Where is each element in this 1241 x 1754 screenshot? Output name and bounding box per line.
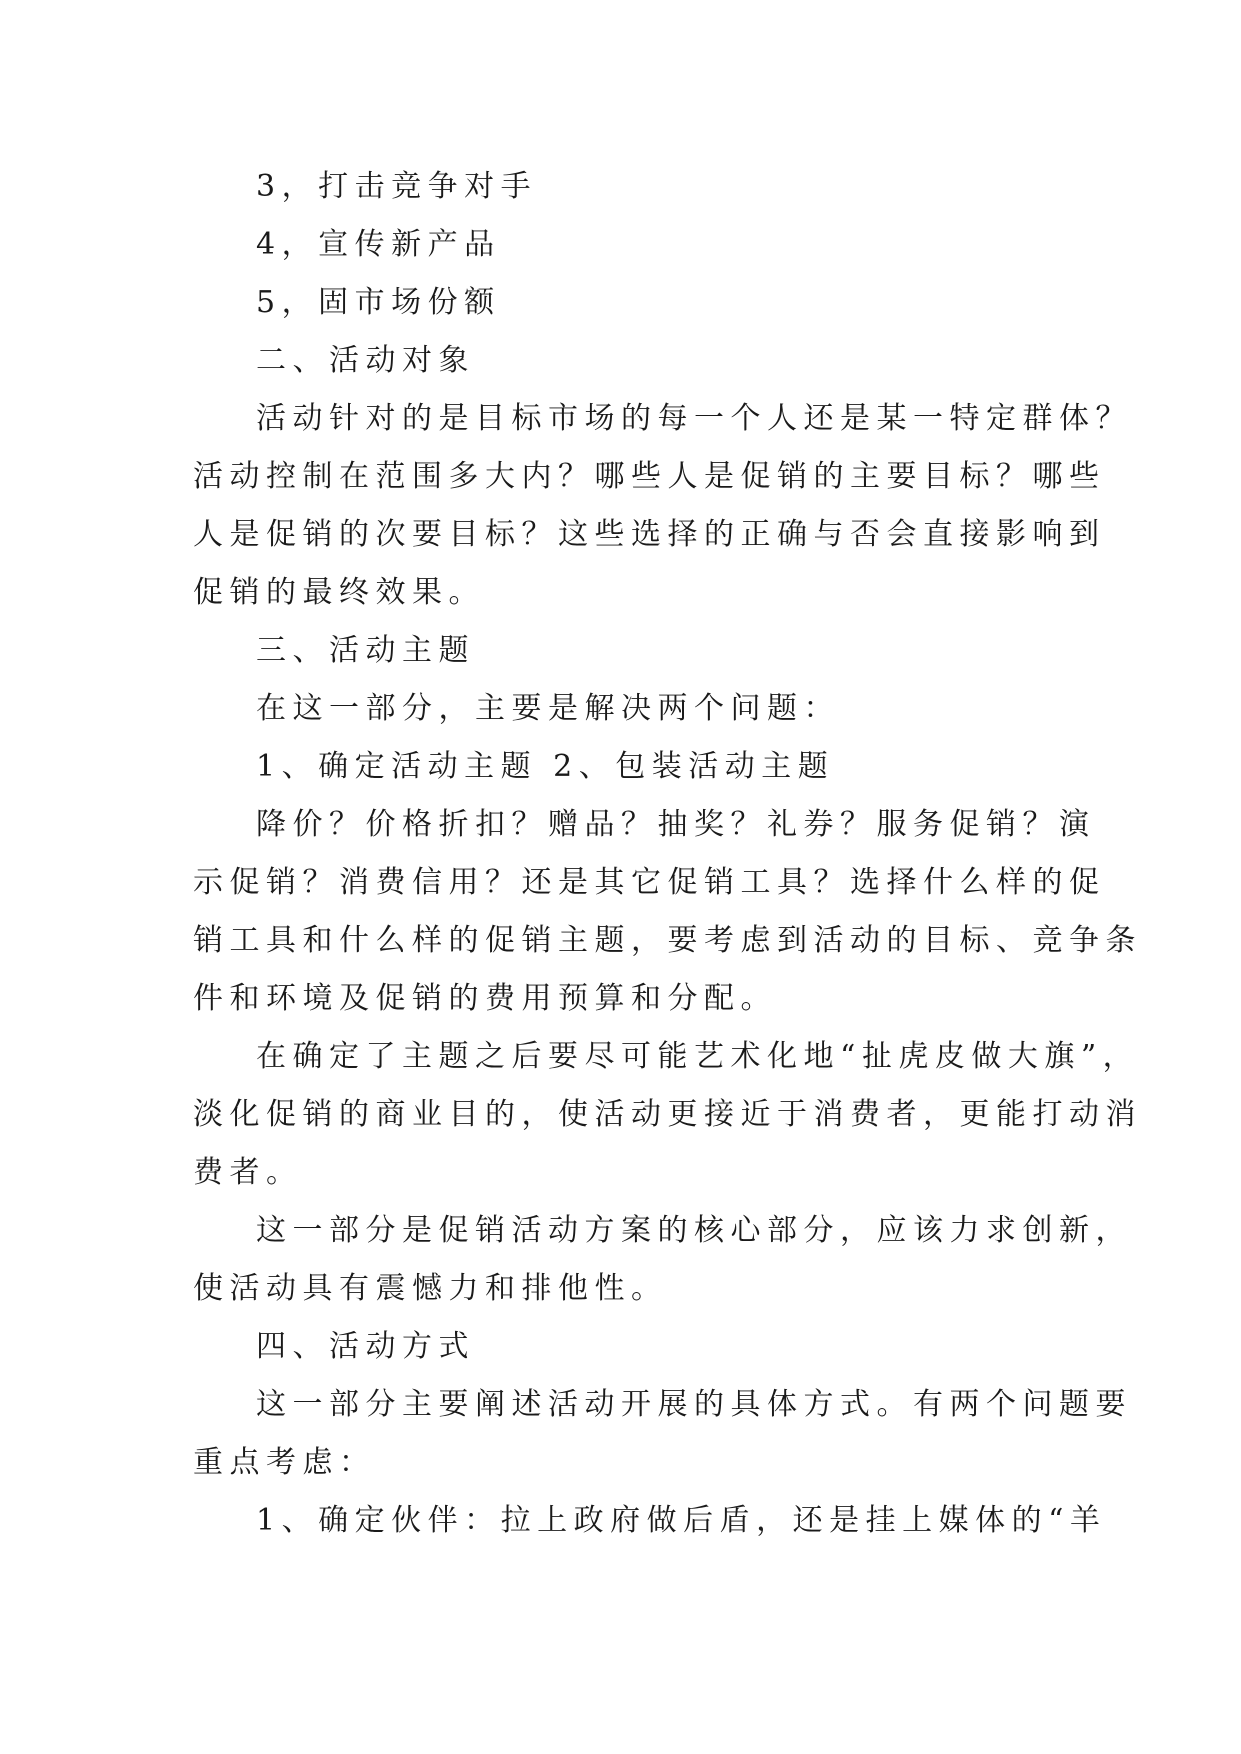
paragraph-line: 重点考虑： (193, 1445, 376, 1480)
paragraph-line: 淡化促销的商业目的，使活动更接近于消费者，更能打动消 (193, 1097, 1142, 1132)
paragraph-line: 活动针对的是目标市场的每一个人还是某一特定群体？ (256, 401, 1132, 436)
paragraph-line: 件和环境及促销的费用预算和分配。 (193, 981, 777, 1016)
paragraph-line: 使活动具有震憾力和排他性。 (193, 1271, 668, 1306)
document-body (193, 158, 1142, 1550)
paragraph-line: 在确定了主题之后要尽可能艺术化地“扯虎皮做大旗”， (256, 1039, 1140, 1074)
paragraph-line: 降价？价格折扣？赠品？抽奖？礼券？服务促销？演 (256, 807, 1096, 842)
paragraph-line: 这一部分是促销活动方案的核心部分，应该力求创新， (256, 1213, 1132, 1248)
paragraph-line: 销工具和什么样的促销主题，要考虑到活动的目标、竞争条 (193, 923, 1142, 958)
list-item: 3，打击竞争对手 (256, 169, 538, 204)
list-item: 5，固市场份额 (256, 285, 501, 320)
list-item: 1、确定活动主题 2、包装活动主题 (256, 749, 835, 784)
paragraph-line: 在这一部分，主要是解决两个问题： (256, 691, 840, 726)
section-heading: 二、活动对象 (256, 343, 475, 378)
list-item: 4，宣传新产品 (256, 227, 501, 262)
list-item: 1、确定伙伴：拉上政府做后盾，还是挂上媒体的“羊 (256, 1503, 1107, 1538)
paragraph-line: 这一部分主要阐述活动开展的具体方式。有两个问题要 (256, 1387, 1132, 1422)
paragraph-line: 示促销？消费信用？还是其它促销工具？选择什么样的促 (193, 865, 1106, 900)
section-heading: 三、活动主题 (256, 633, 475, 668)
section-heading: 四、活动方式 (256, 1329, 475, 1364)
paragraph-line: 人是促销的次要目标？这些选择的正确与否会直接影响到 (193, 517, 1106, 552)
paragraph-line: 促销的最终效果。 (193, 575, 485, 610)
paragraph-line: 费者。 (193, 1155, 303, 1190)
paragraph-line: 活动控制在范围多大内？哪些人是促销的主要目标？哪些 (193, 459, 1106, 494)
